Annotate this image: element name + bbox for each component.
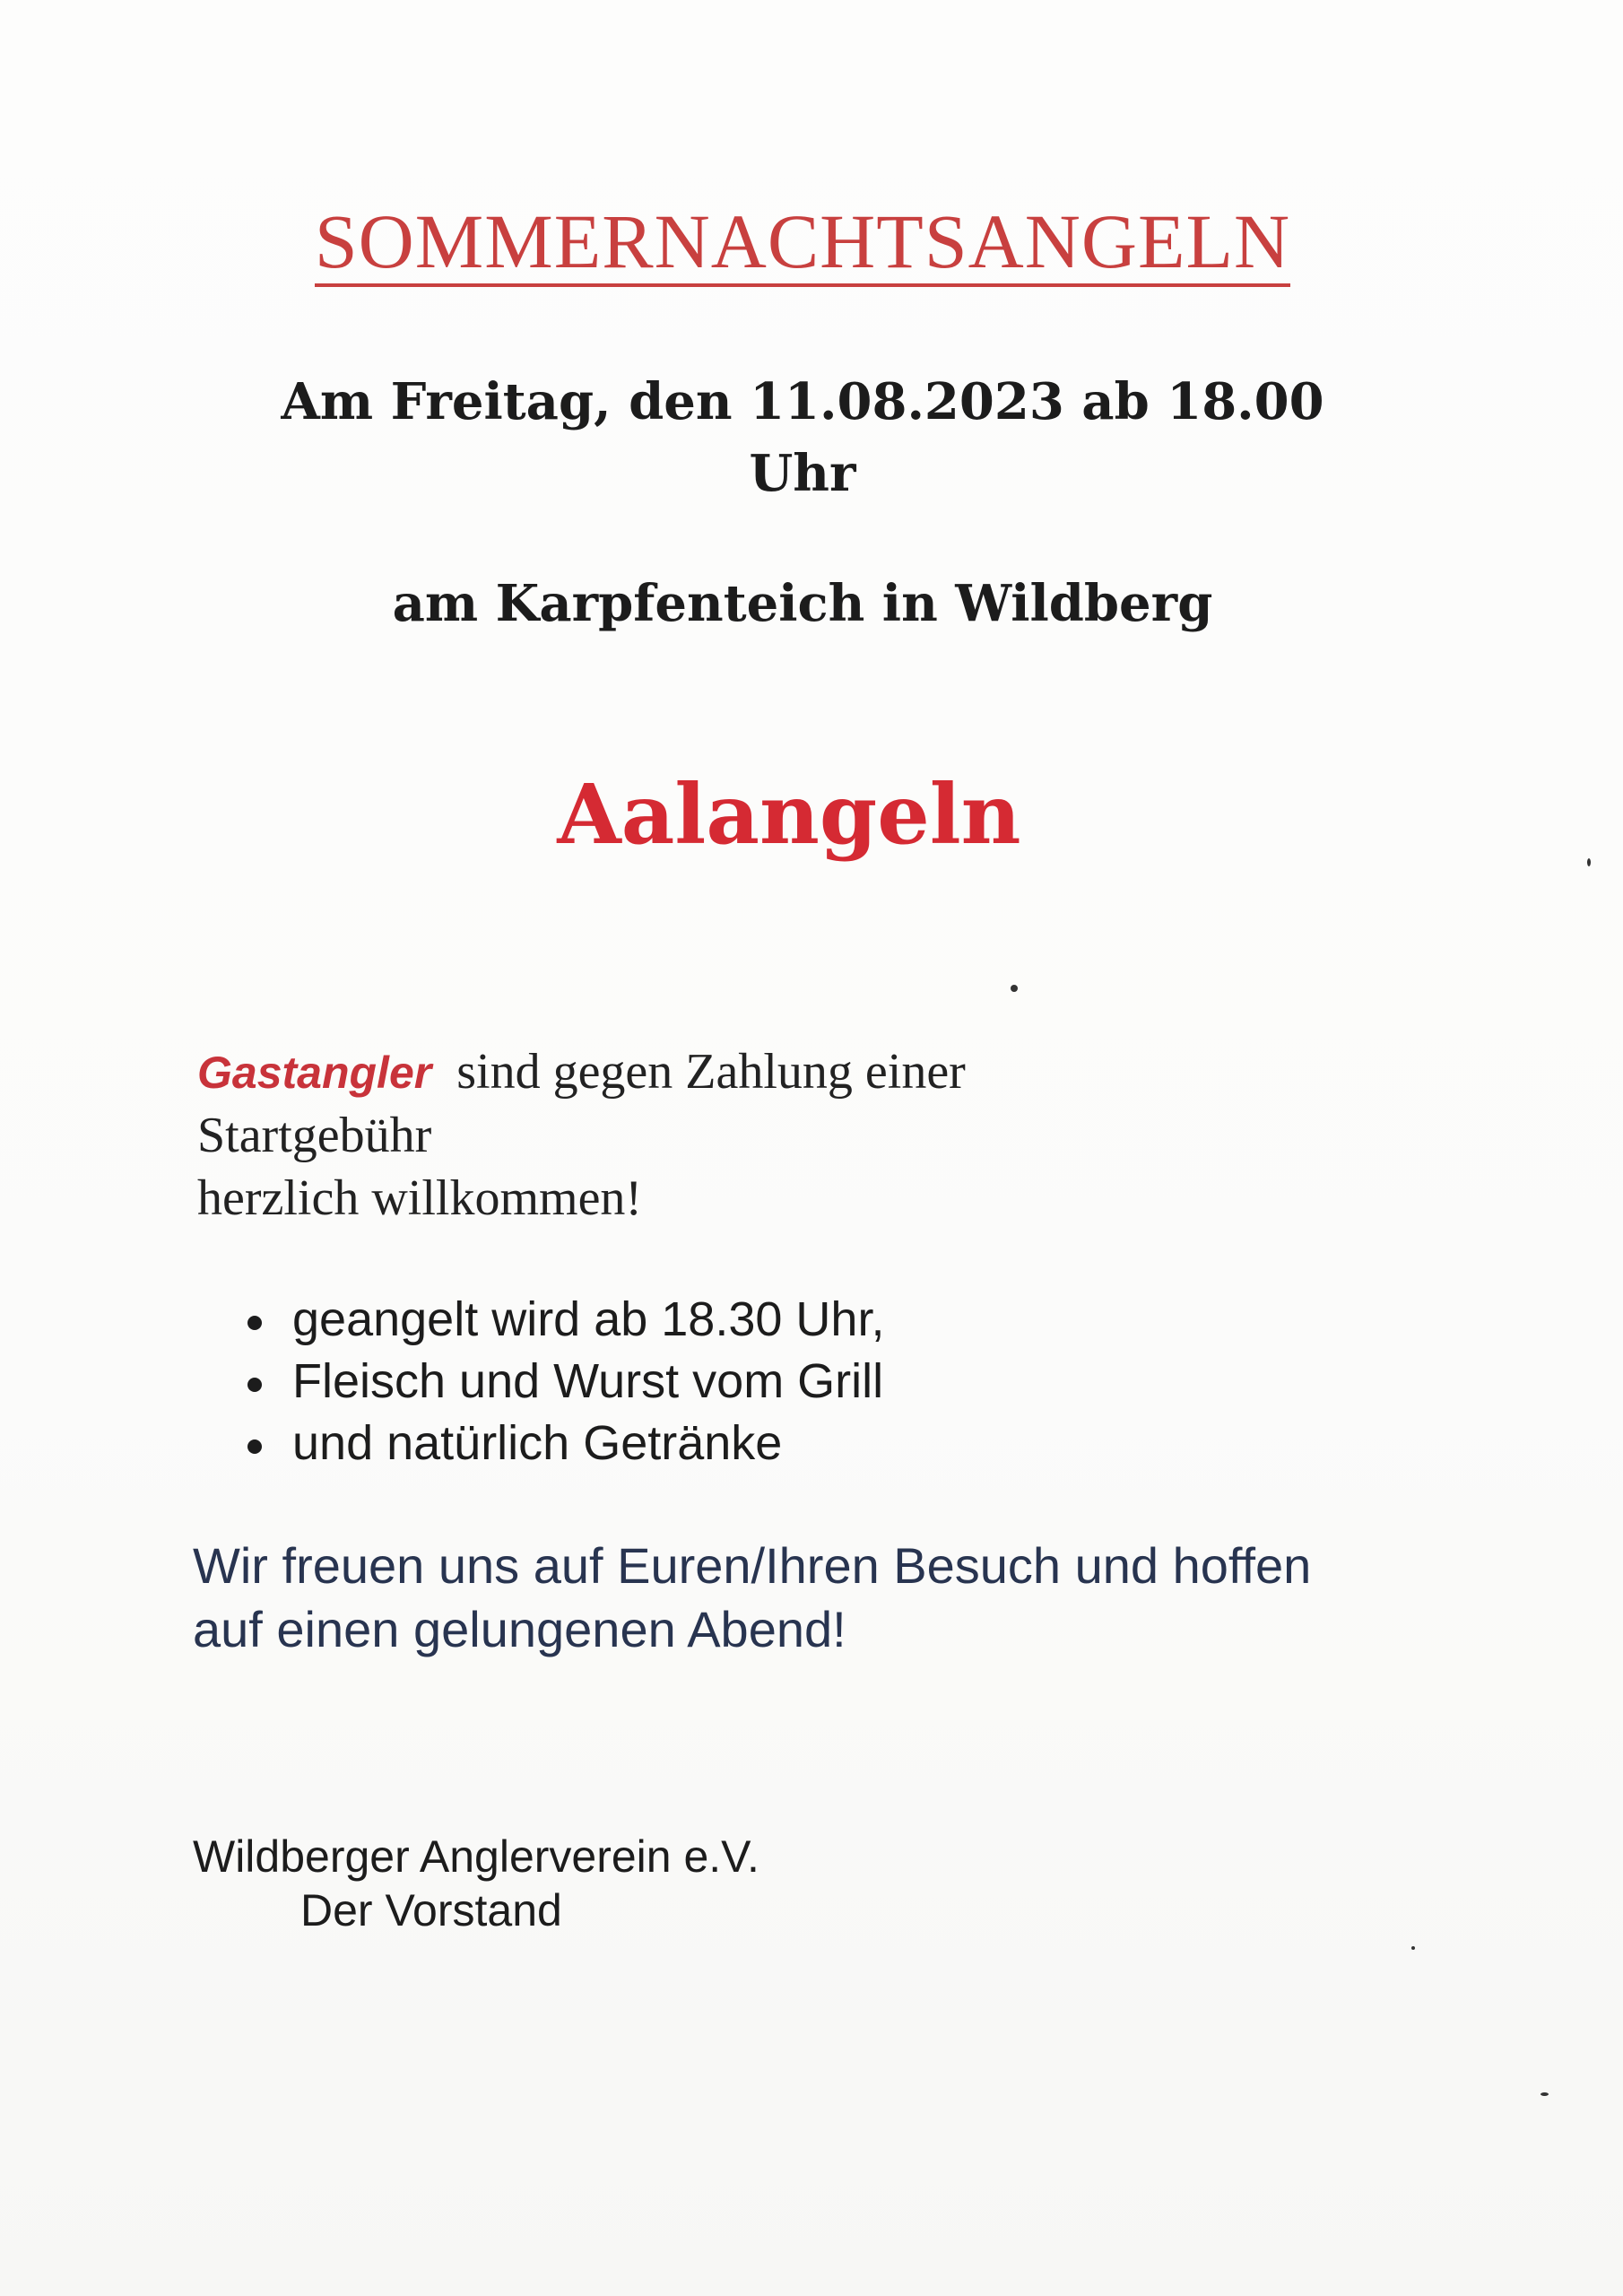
bullet-item: und natürlich Getränke (242, 1413, 884, 1474)
guest-paragraph (197, 1040, 966, 1230)
signature-role: Der Vorstand (300, 1885, 562, 1935)
event-highlight: Aalangeln (557, 766, 1021, 863)
flyer-title-text: SOMMERNACHTSANGELN (315, 203, 1290, 287)
closing-line-1: Wir freuen uns auf Euren/Ihren Besuch und hoffen (193, 1537, 1312, 1594)
paper-speck (1587, 858, 1591, 866)
signature-organization: Wildberger Anglerverein e.V. (193, 1831, 759, 1882)
guest-line-1 (197, 1040, 966, 1104)
bullet-item: geangelt wird ab 18.30 Uhr, (242, 1289, 884, 1351)
guest-line-1-rest: sind gegen Zahlung einer (456, 1044, 966, 1100)
event-location: am Karpfenteich in Wildberg (392, 574, 1213, 633)
paper-speck (1541, 2092, 1549, 2096)
closing-paragraph (193, 1534, 1311, 1661)
bullet-item: Fleisch und Wurst vom Grill (242, 1351, 884, 1413)
guest-line-2: Startgebühr (197, 1108, 432, 1163)
guest-line-3: herzlich willkommen! (197, 1170, 643, 1226)
signature-block (193, 1830, 759, 1937)
paper-speck (1411, 1946, 1415, 1950)
flyer-title (0, 198, 1605, 287)
guest-highlight: Gastangler (197, 1048, 432, 1098)
event-date-line-1: Am Freitag, den 11.08.2023 ab 18.00 (281, 372, 1324, 431)
event-date-line-2: Uhr (749, 444, 856, 503)
closing-line-2: auf einen gelungenen Abend! (193, 1601, 846, 1657)
paper-speck (1011, 985, 1018, 992)
info-bullet-list (242, 1289, 884, 1474)
